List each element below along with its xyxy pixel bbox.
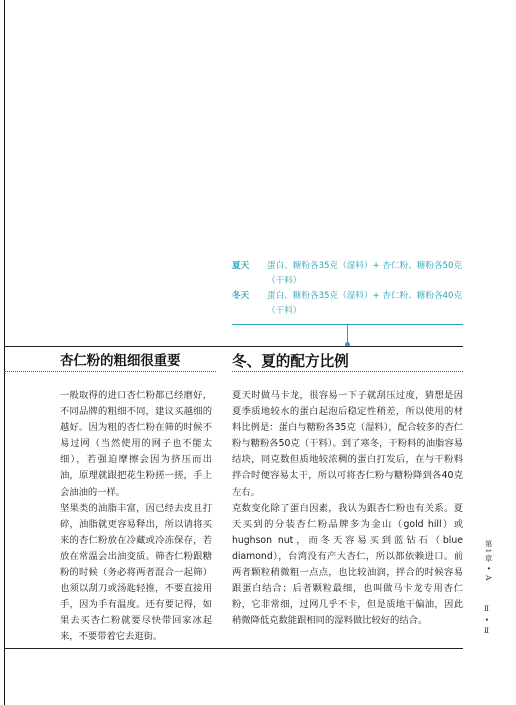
right-column-body: [232, 388, 463, 629]
winter-recipe: [232, 289, 472, 319]
left-column-body: [60, 388, 212, 646]
summer-recipe: [232, 259, 472, 289]
page-side-marker: Ⅱ • Ⅱ: [482, 604, 491, 637]
left-paragraph: 坚果类的油脂丰富，因已经去皮且打碎，油脂就更容易释出，所以请将买来的杏仁粉放在冷藏或冷冻保存，若放在常温会出油变质。筛杏仁粉跟糖粉的时候（务必将两者混合一起筛）也须以刮刀或汤匙轻推，不要直接用手，因为手有温度。还有要记得，如果去买杏仁粉就要尽快带回家冰起来，不要带着它去逛街。: [60, 502, 212, 643]
winter-label: 冬天: [232, 291, 250, 301]
left-paragraph: 一般取得的进口杏仁粉都已经磨好，不同品牌的粗细不同，建议买越细的越好。因为粗的杏仁粉在筛的时候不易过网（当然使用的网子也不能太细），若强迫摩擦会因为挤压而出油，原理就跟把花生粉搓一搓，手上会油油的一样。: [60, 390, 212, 498]
chapter-side-tab: 第1章 • A: [484, 540, 493, 582]
section-top-rule: [4, 346, 463, 347]
right-heading-dotted-rule: [232, 371, 463, 372]
left-heading-dotted-rule: [4, 371, 216, 372]
right-paragraph: 夏天时做马卡龙，很容易一下子就刮压过度，猜想是因夏季质地较水的蛋白起泡后稳定性稍差，所以使用的材料比例是：蛋白与糖粉各35克（湿料），配合较多的杏仁粉与糖粉各50克（干料）。到了寒冬，干粉料的油脂容易结块，同克数但质地较浓稠的蛋白打发后，在与干粉料拌合时便容易太干，所以可将杏仁粉与糖粉降到各40克左右。: [232, 390, 463, 498]
seasonal-ratio-heading: 冬、夏的配方比例: [232, 353, 349, 370]
section-bottom-rule: [4, 648, 463, 649]
summer-label: 夏天: [232, 261, 250, 271]
page-spine-line: [4, 0, 5, 705]
almond-flour-heading: 杏仁粉的粗细很重要: [60, 354, 181, 369]
winter-recipe-text: 蛋白、糖粉各35克（湿料）+ 杏仁粉、糖粉各40克（干料）: [267, 291, 463, 316]
recipe-connector-line: [347, 324, 348, 344]
summer-recipe-text: 蛋白、糖粉各35克（湿料）+ 杏仁粉、糖粉各50克（干料）: [267, 261, 463, 286]
right-paragraph: 克数变化除了蛋白因素，我认为跟杏仁粉也有关系。夏天买到的分装杏仁粉品牌多为金山（gold hill）或hughson nut，而冬天容易买到蓝钻石（blue diamond），台湾没有产大杏仁，所以都依赖进口。前两者颗粒稍微粗一点点，也比较油润，拌合的时候容易跟蛋白结合；后者颗粒最细，也叫做马卡龙专用杏仁粉，它非常细，过网几乎不卡，但是质地干偏油，因此稍微降低克数能跟相同的湿料做比较好的结合。: [232, 502, 463, 627]
